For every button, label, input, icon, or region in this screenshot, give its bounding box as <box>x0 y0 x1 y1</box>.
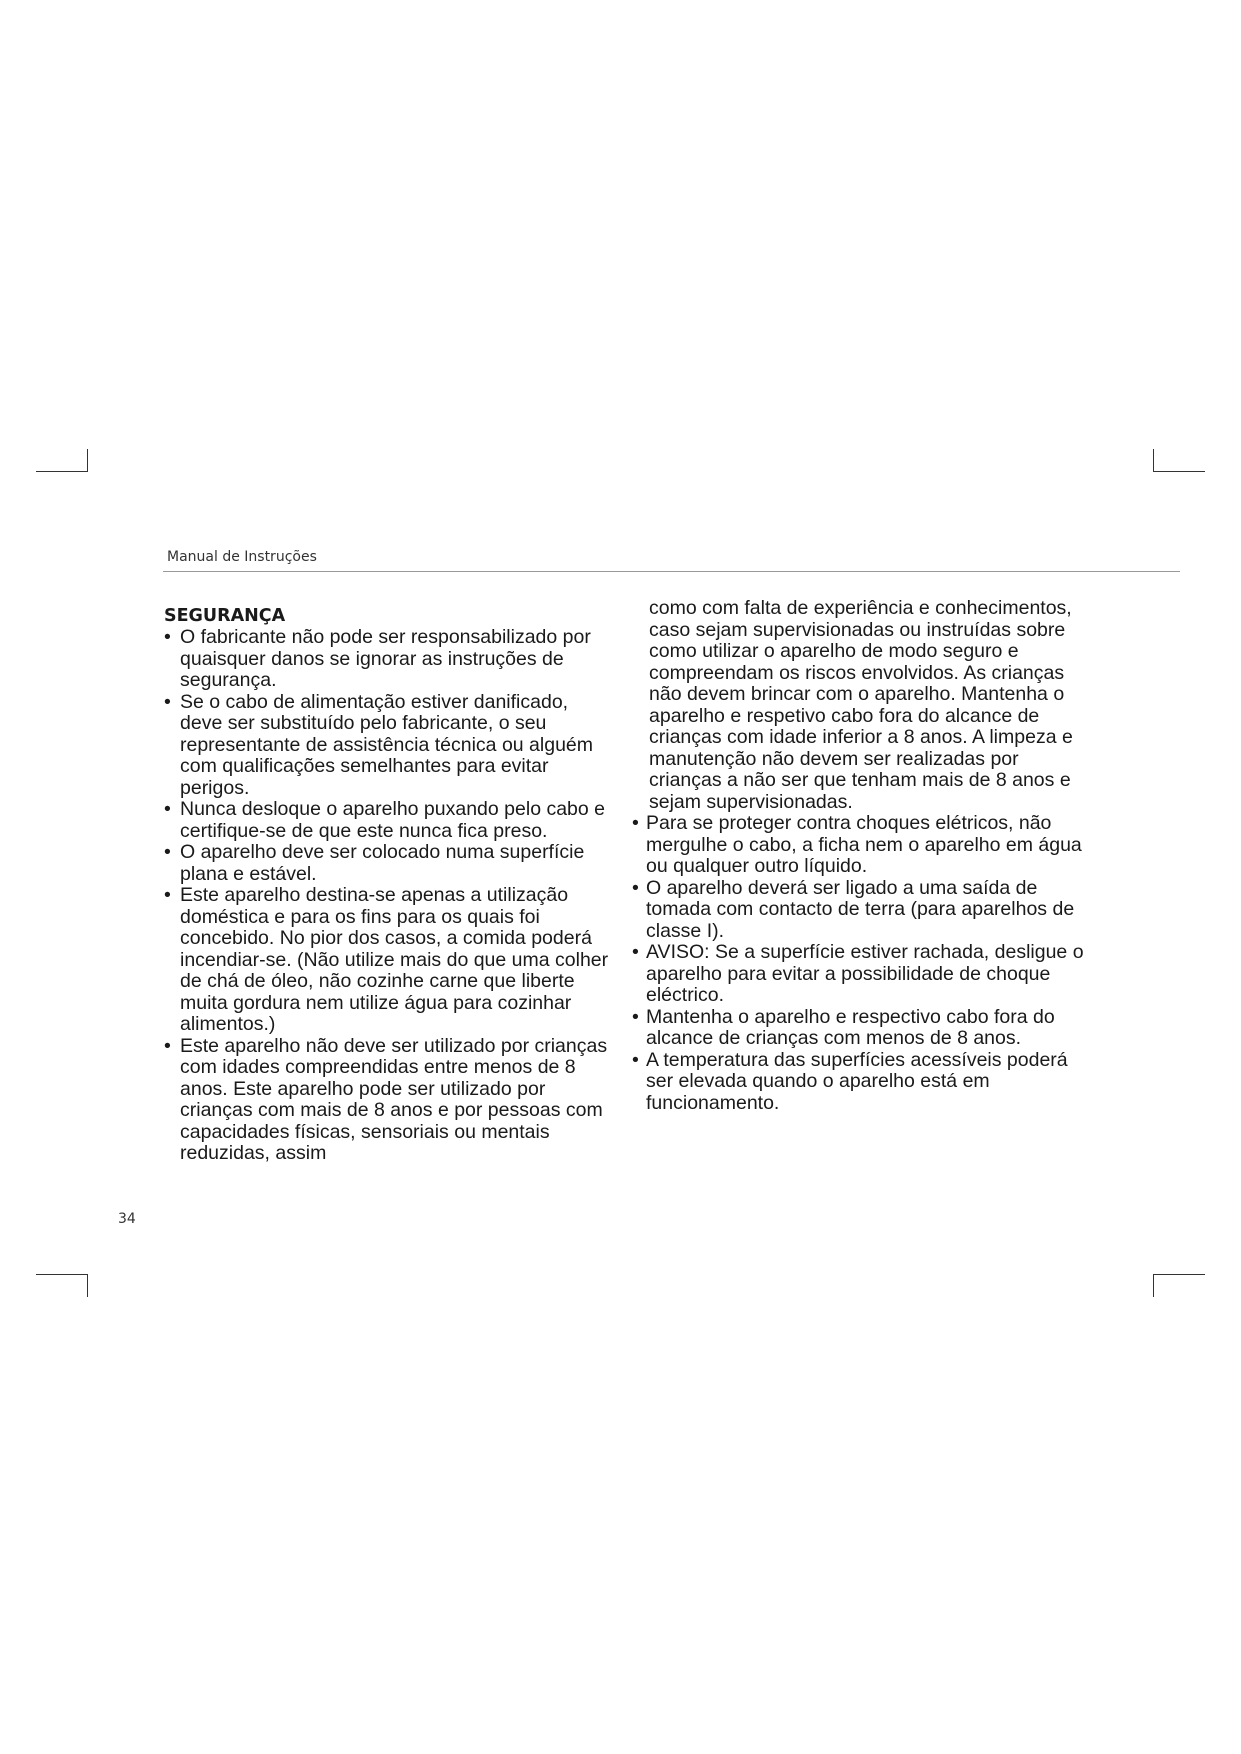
bullet-icon: • <box>164 626 171 648</box>
safety-list-left <box>164 627 614 1165</box>
bullet-icon: • <box>632 1048 639 1071</box>
list-item-text: A temperatura das superfícies acessíveis poderá ser elevada quando o aparelho está em funcionamento. <box>646 1048 1068 1114</box>
list-item <box>164 1036 614 1165</box>
list-item-text: O aparelho deverá ser ligado a uma saída de tomada com contacto de terra (para aparelhos de classe I). <box>646 876 1075 942</box>
list-item-text: Se o cabo de alimentação estiver danificado, deve ser substituído pelo fabricante, o seu representante de assistência técnica ou alguém com qualificações semelhantes para evitar perigos. <box>180 690 594 799</box>
bullet-icon: • <box>164 884 171 906</box>
section-heading: SEGURANÇA <box>164 606 286 626</box>
list-item-text: Este aparelho destina-se apenas a utilização doméstica e para os fins para os quais foi concebido. No pior dos casos, a comida poderá incendiar-se. (Não utilize mais do que uma colher de chá de óleo, não cozinhe carne que liberte muita gordura nem utilize água para cozinhar alimentos.) <box>180 884 609 1035</box>
list-item <box>632 942 1087 1007</box>
bullet-icon: • <box>632 876 639 899</box>
bullet-icon: • <box>164 841 171 863</box>
list-item <box>164 799 614 842</box>
list-item <box>164 627 614 692</box>
bullet-icon: • <box>632 941 639 963</box>
page-number: 34 <box>118 1211 136 1227</box>
list-item <box>632 1050 1087 1115</box>
list-item <box>632 813 1087 878</box>
list-item <box>632 1007 1087 1050</box>
bullet-icon: • <box>632 1005 639 1028</box>
list-item-text: Para se proteger contra choques elétricos, não mergulhe o cabo, a ficha nem o aparelho em água ou qualquer outro líquido. <box>646 812 1082 877</box>
list-item-text: O fabricante não pode ser responsabilizado por quaisquer danos se ignorar as instruções de segurança. <box>180 626 591 691</box>
bullet-icon: • <box>632 812 639 834</box>
left-column <box>164 598 614 1165</box>
list-item-text: Mantenha o aparelho e respectivo cabo fora do alcance de crianças com menos de 8 anos. <box>646 1005 1055 1049</box>
header-divider <box>163 571 1180 572</box>
bullet-icon: • <box>164 798 171 820</box>
continued-paragraph: como com falta de experiência e conhecimentos, caso sejam supervisionadas ou instruídas sobre como utilizar o aparelho de modo seguro e compreendam os riscos envolvidos. As crianças não devem brincar com o aparelho. Mantenha o aparelho e respetivo cabo fora do alcance de crianças com idade inferior a 8 anos. A limpeza e manutenção não devem ser realizadas por crianças a não ser que tenham mais de 8 anos e sejam supervisionadas. <box>649 597 1073 813</box>
document-title: Manual de Instruções <box>167 549 317 565</box>
list-item <box>632 878 1087 943</box>
list-item <box>164 692 614 800</box>
safety-list-right <box>632 813 1087 1114</box>
right-column <box>632 598 1087 1114</box>
bullet-icon: • <box>164 690 171 713</box>
list-item-text: Nunca desloque o aparelho puxando pelo cabo e certifique-se de que este nunca fica preso. <box>180 798 606 842</box>
bullet-icon: • <box>164 1034 171 1057</box>
list-item-text: O aparelho deve ser colocado numa superfície plana e estável. <box>180 841 585 885</box>
list-item-text: AVISO: Se a superfície estiver rachada, desligue o aparelho para evitar a possibilidade de choque eléctrico. <box>646 941 1084 1006</box>
list-item <box>164 885 614 1036</box>
list-item-text: Este aparelho não deve ser utilizado por crianças com idades compreendidas entre menos de 8 anos. Este aparelho pode ser utilizado por crianças com mais de 8 anos e por pessoas com capacidades físicas, sensoriais ou mentais reduzidas, assim <box>180 1034 608 1164</box>
list-item <box>164 842 614 885</box>
